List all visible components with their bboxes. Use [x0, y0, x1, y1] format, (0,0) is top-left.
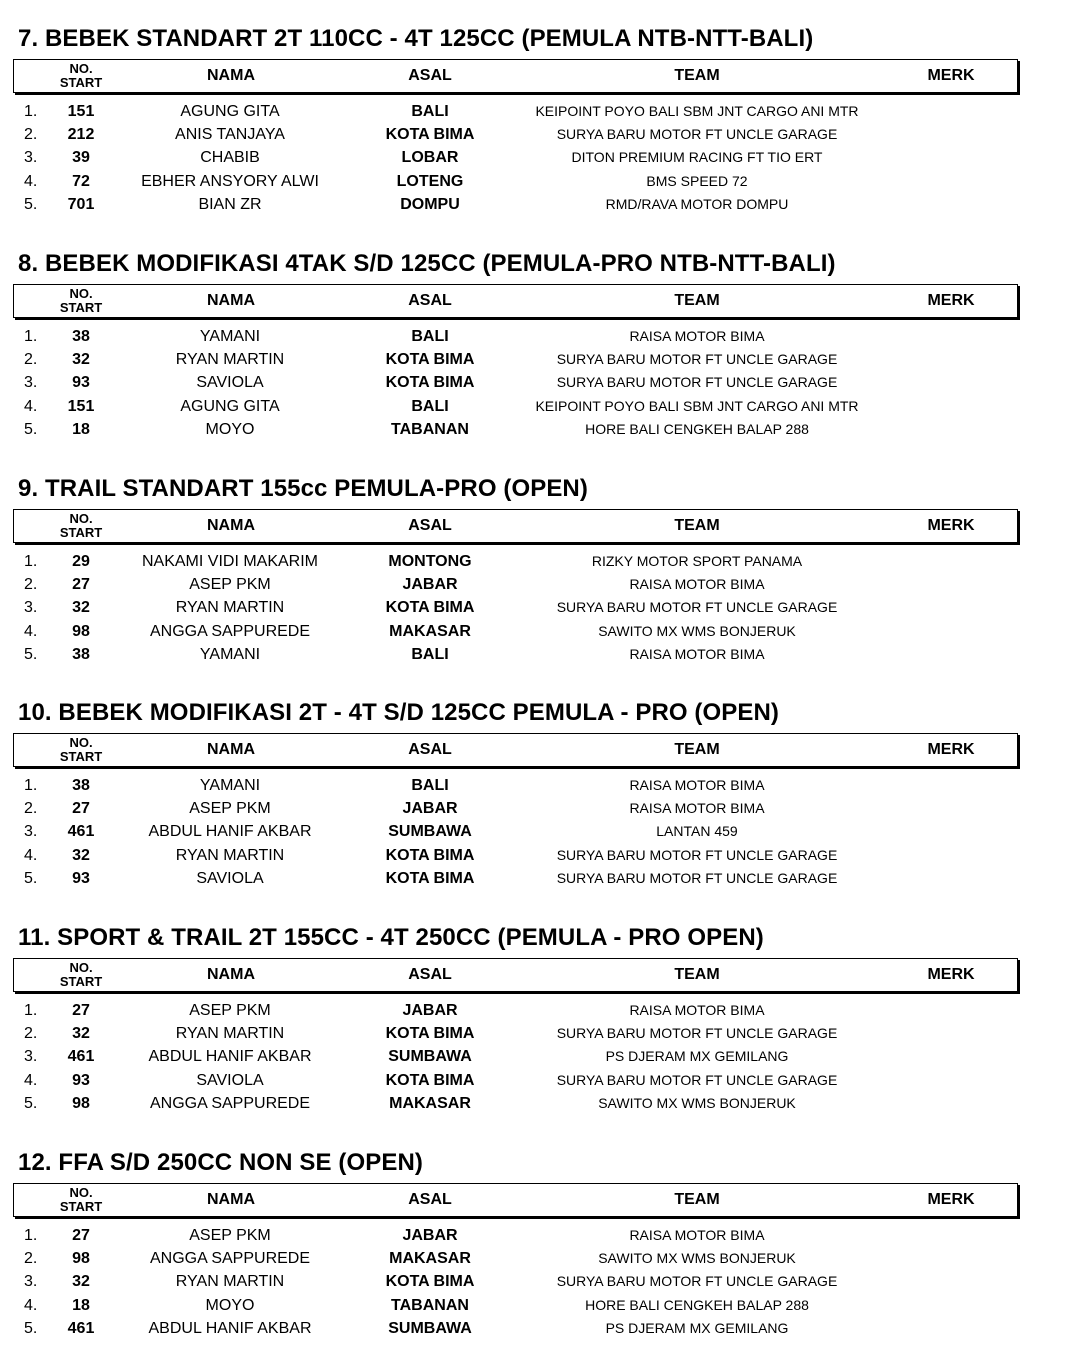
rider-name-cell: ANGGA SAPPUREDE — [149, 1250, 311, 1267]
team-cell: PS DJERAM MX GEMILANG — [605, 1048, 789, 1064]
header-no-line2: START — [59, 525, 103, 540]
table-header — [13, 958, 1018, 992]
team-cell: SURYA BARU MOTOR FT UNCLE GARAGE — [556, 599, 838, 615]
rank-cell: 5. — [24, 1095, 38, 1112]
team-cell: SURYA BARU MOTOR FT UNCLE GARAGE — [556, 870, 838, 886]
result-row — [0, 643, 1080, 666]
result-section — [0, 0, 1080, 225]
origin-cell: JABAR — [402, 800, 458, 817]
start-number-cell: 98 — [72, 1095, 90, 1112]
result-row — [0, 193, 1080, 216]
result-row — [0, 146, 1080, 169]
rank-cell: 4. — [24, 1072, 38, 1089]
start-number-cell: 151 — [67, 398, 95, 415]
start-number-cell: 32 — [72, 1025, 90, 1042]
header-no-line2: START — [59, 749, 103, 764]
rank-cell: 5. — [24, 421, 38, 438]
header-no-start — [49, 285, 113, 319]
start-number-cell: 32 — [72, 1273, 90, 1290]
team-cell: LANTAN 459 — [656, 823, 738, 839]
origin-cell: KOTA BIMA — [385, 1072, 475, 1089]
team-cell: RAISA MOTOR BIMA — [629, 1002, 765, 1018]
result-section — [0, 899, 1080, 1124]
rank-cell: 5. — [24, 1320, 38, 1337]
origin-cell: MAKASAR — [389, 1095, 471, 1112]
origin-cell: KOTA BIMA — [385, 374, 475, 391]
section-title: 7. BEBEK STANDART 2T 110CC - 4T 125CC (PEMULA NTB-NTT-BALI) — [18, 25, 814, 52]
rank-cell: 1. — [24, 1227, 38, 1244]
header-asal: ASAL — [408, 966, 452, 983]
section-title: 8. BEBEK MODIFIKASI 4TAK S/D 125CC (PEMULA-PRO NTB-NTT-BALI) — [18, 250, 836, 277]
header-no-start — [49, 959, 113, 993]
team-cell: HORE BALI CENGKEH BALAP 288 — [585, 1297, 809, 1313]
start-number-cell: 32 — [72, 599, 90, 616]
header-no-start — [49, 734, 113, 768]
result-row — [0, 1317, 1080, 1340]
team-cell: SURYA BARU MOTOR FT UNCLE GARAGE — [556, 1273, 838, 1289]
section-title: 9. TRAIL STANDART 155cc PEMULA-PRO (OPEN) — [18, 475, 588, 502]
rank-cell: 2. — [24, 1250, 38, 1267]
rider-name-cell: RYAN MARTIN — [175, 1025, 285, 1042]
rank-cell: 3. — [24, 374, 38, 391]
header-merk: MERK — [927, 292, 975, 309]
result-row — [0, 1069, 1080, 1092]
origin-cell: BALI — [411, 328, 449, 345]
result-section — [0, 225, 1080, 450]
start-number-cell: 98 — [72, 623, 90, 640]
header-no-start — [49, 510, 113, 544]
team-cell: SURYA BARU MOTOR FT UNCLE GARAGE — [556, 374, 838, 390]
rank-cell: 2. — [24, 576, 38, 593]
origin-cell: KOTA BIMA — [385, 599, 475, 616]
start-number-cell: 151 — [67, 103, 95, 120]
rank-cell: 2. — [24, 351, 38, 368]
start-number-cell: 18 — [72, 1297, 90, 1314]
rank-cell: 1. — [24, 328, 38, 345]
origin-cell: KOTA BIMA — [385, 351, 475, 368]
rank-cell: 1. — [24, 103, 38, 120]
header-asal: ASAL — [408, 517, 452, 534]
header-team: TEAM — [674, 517, 720, 534]
header-nama: NAMA — [207, 741, 255, 758]
rider-name-cell: CHABIB — [200, 149, 260, 166]
result-row — [0, 797, 1080, 820]
rider-name-cell: ANIS TANJAYA — [175, 126, 285, 143]
origin-cell: SUMBAWA — [388, 1048, 472, 1065]
rank-cell: 4. — [24, 398, 38, 415]
team-cell: RAISA MOTOR BIMA — [629, 800, 765, 816]
result-row — [0, 1247, 1080, 1270]
header-no-line1: NO. — [69, 960, 93, 975]
rider-name-cell: AGUNG GITA — [180, 398, 280, 415]
start-number-cell: 32 — [72, 351, 90, 368]
rank-cell: 3. — [24, 1273, 38, 1290]
header-no-line1: NO. — [69, 61, 93, 76]
table-header — [13, 1183, 1018, 1217]
start-number-cell: 27 — [72, 1227, 90, 1244]
result-row — [0, 620, 1080, 643]
rank-cell: 1. — [24, 553, 38, 570]
start-number-cell: 72 — [72, 173, 90, 190]
table-header — [13, 59, 1018, 93]
start-number-cell: 38 — [72, 777, 90, 794]
header-merk: MERK — [927, 741, 975, 758]
rider-name-cell: YAMANI — [199, 328, 261, 345]
header-asal: ASAL — [408, 741, 452, 758]
team-cell: PS DJERAM MX GEMILANG — [605, 1320, 789, 1336]
header-no-line2: START — [59, 75, 103, 90]
rider-name-cell: ASEP PKM — [189, 1002, 271, 1019]
team-cell: SURYA BARU MOTOR FT UNCLE GARAGE — [556, 126, 838, 142]
team-cell: SURYA BARU MOTOR FT UNCLE GARAGE — [556, 351, 838, 367]
team-cell: SURYA BARU MOTOR FT UNCLE GARAGE — [556, 1025, 838, 1041]
origin-cell: SUMBAWA — [388, 1320, 472, 1337]
start-number-cell: 29 — [72, 553, 90, 570]
origin-cell: LOTENG — [396, 173, 464, 190]
origin-cell: KOTA BIMA — [385, 1273, 475, 1290]
origin-cell: JABAR — [402, 576, 458, 593]
result-row — [0, 1294, 1080, 1317]
team-cell: RAISA MOTOR BIMA — [629, 328, 765, 344]
result-row — [0, 1092, 1080, 1115]
header-nama: NAMA — [207, 1191, 255, 1208]
team-cell: SURYA BARU MOTOR FT UNCLE GARAGE — [556, 847, 838, 863]
team-cell: RAISA MOTOR BIMA — [629, 777, 765, 793]
team-cell: KEIPOINT POYO BALI SBM JNT CARGO ANI MTR — [535, 398, 859, 414]
result-section — [0, 450, 1080, 675]
rank-cell: 3. — [24, 599, 38, 616]
rank-cell: 3. — [24, 1048, 38, 1065]
table-header — [13, 284, 1018, 318]
origin-cell: BALI — [411, 103, 449, 120]
origin-cell: SUMBAWA — [388, 823, 472, 840]
origin-cell: BALI — [411, 646, 449, 663]
header-team: TEAM — [674, 292, 720, 309]
header-no-start — [49, 1184, 113, 1218]
rank-cell: 2. — [24, 1025, 38, 1042]
origin-cell: MAKASAR — [389, 623, 471, 640]
rider-name-cell: YAMANI — [199, 646, 261, 663]
section-title: 12. FFA S/D 250CC NON SE (OPEN) — [18, 1149, 423, 1176]
result-row — [0, 573, 1080, 596]
rank-cell: 2. — [24, 126, 38, 143]
origin-cell: KOTA BIMA — [385, 126, 475, 143]
result-row — [0, 100, 1080, 123]
header-merk: MERK — [927, 966, 975, 983]
header-no-line1: NO. — [69, 735, 93, 750]
result-row — [0, 123, 1080, 146]
result-row — [0, 395, 1080, 418]
header-nama: NAMA — [207, 67, 255, 84]
rider-name-cell: NAKAMI VIDI MAKARIM — [141, 553, 319, 570]
header-nama: NAMA — [207, 517, 255, 534]
origin-cell: KOTA BIMA — [385, 847, 475, 864]
result-row — [0, 1270, 1080, 1293]
result-row — [0, 820, 1080, 843]
start-number-cell: 38 — [72, 646, 90, 663]
origin-cell: TABANAN — [391, 1297, 469, 1314]
team-cell: RIZKY MOTOR SPORT PANAMA — [591, 553, 803, 569]
header-no-start — [49, 60, 113, 94]
rank-cell: 4. — [24, 623, 38, 640]
header-no-line1: NO. — [69, 286, 93, 301]
header-no-line1: NO. — [69, 511, 93, 526]
start-number-cell: 98 — [72, 1250, 90, 1267]
rider-name-cell: BIAN ZR — [198, 196, 262, 213]
rider-name-cell: RYAN MARTIN — [175, 599, 285, 616]
rider-name-cell: RYAN MARTIN — [175, 847, 285, 864]
result-row — [0, 348, 1080, 371]
team-cell: HORE BALI CENGKEH BALAP 288 — [585, 421, 809, 437]
start-number-cell: 461 — [67, 1048, 95, 1065]
origin-cell: MAKASAR — [389, 1250, 471, 1267]
rank-cell: 1. — [24, 777, 38, 794]
result-row — [0, 844, 1080, 867]
origin-cell: KOTA BIMA — [385, 870, 475, 887]
start-number-cell: 39 — [72, 149, 90, 166]
rank-cell: 4. — [24, 173, 38, 190]
rider-name-cell: ASEP PKM — [189, 576, 271, 593]
header-no-line2: START — [59, 1199, 103, 1214]
rider-name-cell: EBHER ANSYORY ALWI — [141, 173, 319, 190]
header-team: TEAM — [674, 966, 720, 983]
team-cell: RAISA MOTOR BIMA — [629, 576, 765, 592]
rider-name-cell: SAVIOLA — [196, 870, 264, 887]
rider-name-cell: SAVIOLA — [196, 1072, 264, 1089]
start-number-cell: 93 — [72, 870, 90, 887]
start-number-cell: 32 — [72, 847, 90, 864]
result-section — [0, 1124, 1080, 1349]
team-cell: RAISA MOTOR BIMA — [629, 646, 765, 662]
team-cell: BMS SPEED 72 — [646, 173, 748, 189]
result-row — [0, 170, 1080, 193]
rider-name-cell: AGUNG GITA — [180, 103, 280, 120]
rank-cell: 4. — [24, 1297, 38, 1314]
header-nama: NAMA — [207, 966, 255, 983]
team-cell: DITON PREMIUM RACING FT TIO ERT — [571, 149, 823, 165]
origin-cell: JABAR — [402, 1227, 458, 1244]
header-merk: MERK — [927, 67, 975, 84]
header-merk: MERK — [927, 517, 975, 534]
header-merk: MERK — [927, 1191, 975, 1208]
rank-cell: 5. — [24, 196, 38, 213]
origin-cell: LOBAR — [401, 149, 459, 166]
start-number-cell: 461 — [67, 1320, 95, 1337]
result-row — [0, 371, 1080, 394]
origin-cell: JABAR — [402, 1002, 458, 1019]
header-nama: NAMA — [207, 292, 255, 309]
header-team: TEAM — [674, 1191, 720, 1208]
rider-name-cell: ASEP PKM — [189, 1227, 271, 1244]
rider-name-cell: MOYO — [205, 1297, 255, 1314]
rider-name-cell: YAMANI — [199, 777, 261, 794]
start-number-cell: 27 — [72, 1002, 90, 1019]
rider-name-cell: ASEP PKM — [189, 800, 271, 817]
result-row — [0, 418, 1080, 441]
start-number-cell: 93 — [72, 374, 90, 391]
result-row — [0, 596, 1080, 619]
header-no-line2: START — [59, 300, 103, 315]
header-asal: ASAL — [408, 292, 452, 309]
origin-cell: DOMPU — [400, 196, 460, 213]
team-cell: RAISA MOTOR BIMA — [629, 1227, 765, 1243]
header-asal: ASAL — [408, 1191, 452, 1208]
section-title: 11. SPORT & TRAIL 2T 155CC - 4T 250CC (PEMULA - PRO OPEN) — [18, 924, 764, 951]
origin-cell: KOTA BIMA — [385, 1025, 475, 1042]
rider-name-cell: MOYO — [205, 421, 255, 438]
rank-cell: 3. — [24, 823, 38, 840]
start-number-cell: 27 — [72, 576, 90, 593]
rider-name-cell: RYAN MARTIN — [175, 1273, 285, 1290]
result-row — [0, 1022, 1080, 1045]
result-section — [0, 674, 1080, 899]
rank-cell: 5. — [24, 870, 38, 887]
team-cell: SAWITO MX WMS BONJERUK — [598, 1250, 796, 1266]
rider-name-cell: ABDUL HANIF AKBAR — [148, 1320, 312, 1337]
rider-name-cell: RYAN MARTIN — [175, 351, 285, 368]
result-row — [0, 867, 1080, 890]
table-header — [13, 733, 1018, 767]
header-no-line1: NO. — [69, 1185, 93, 1200]
origin-cell: BALI — [411, 398, 449, 415]
team-cell: KEIPOINT POYO BALI SBM JNT CARGO ANI MTR — [535, 103, 859, 119]
team-cell: SAWITO MX WMS BONJERUK — [598, 1095, 796, 1111]
result-row — [0, 774, 1080, 797]
rider-name-cell: ANGGA SAPPUREDE — [149, 623, 311, 640]
start-number-cell: 38 — [72, 328, 90, 345]
team-cell: SAWITO MX WMS BONJERUK — [598, 623, 796, 639]
rank-cell: 1. — [24, 1002, 38, 1019]
team-cell: SURYA BARU MOTOR FT UNCLE GARAGE — [556, 1072, 838, 1088]
result-row — [0, 325, 1080, 348]
rider-name-cell: ABDUL HANIF AKBAR — [148, 1048, 312, 1065]
rank-cell: 5. — [24, 646, 38, 663]
origin-cell: BALI — [411, 777, 449, 794]
start-number-cell: 212 — [67, 126, 95, 143]
rider-name-cell: ABDUL HANIF AKBAR — [148, 823, 312, 840]
header-team: TEAM — [674, 67, 720, 84]
team-cell: RMD/RAVA MOTOR DOMPU — [605, 196, 789, 212]
result-row — [0, 1224, 1080, 1247]
origin-cell: MONTONG — [388, 553, 472, 570]
rank-cell: 3. — [24, 149, 38, 166]
rider-name-cell: ANGGA SAPPUREDE — [149, 1095, 311, 1112]
rank-cell: 4. — [24, 847, 38, 864]
header-no-line2: START — [59, 974, 103, 989]
header-asal: ASAL — [408, 67, 452, 84]
start-number-cell: 27 — [72, 800, 90, 817]
result-row — [0, 1045, 1080, 1068]
result-row — [0, 999, 1080, 1022]
table-header — [13, 509, 1018, 543]
rider-name-cell: SAVIOLA — [196, 374, 264, 391]
result-row — [0, 550, 1080, 573]
start-number-cell: 18 — [72, 421, 90, 438]
start-number-cell: 93 — [72, 1072, 90, 1089]
section-title: 10. BEBEK MODIFIKASI 2T - 4T S/D 125CC PEMULA - PRO (OPEN) — [18, 699, 780, 726]
header-team: TEAM — [674, 741, 720, 758]
start-number-cell: 701 — [67, 196, 95, 213]
start-number-cell: 461 — [67, 823, 95, 840]
rank-cell: 2. — [24, 800, 38, 817]
origin-cell: TABANAN — [391, 421, 469, 438]
